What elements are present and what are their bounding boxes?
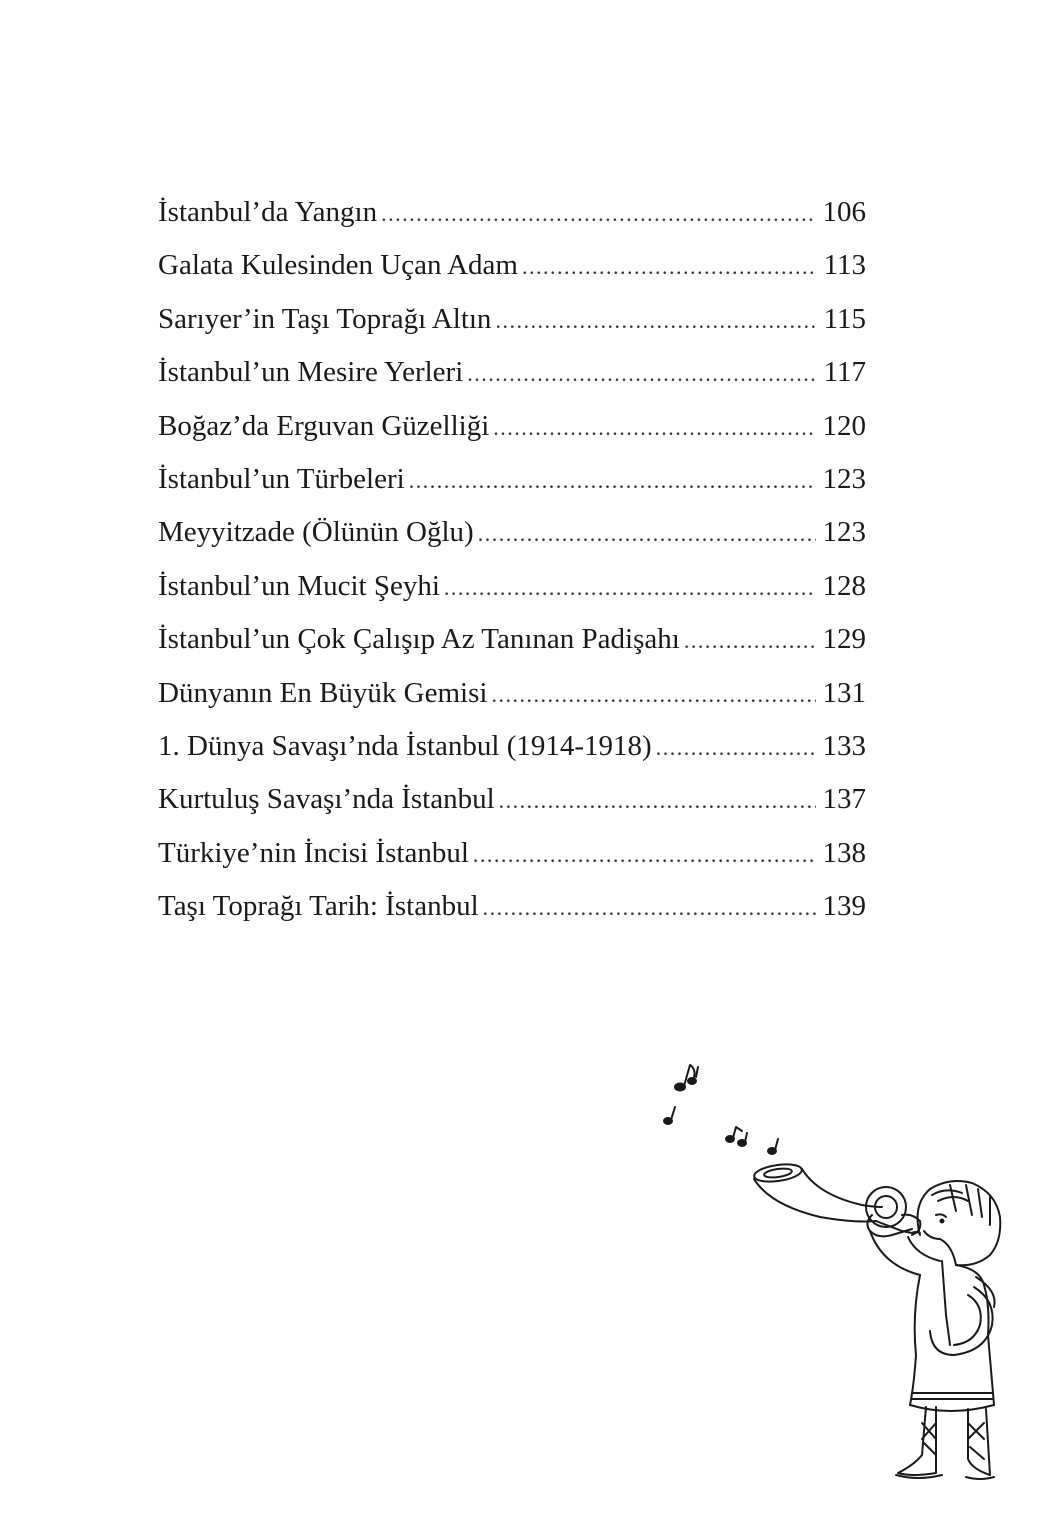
music-notes-icon (664, 1065, 778, 1154)
toc-entry-title: İstanbul’un Mucit Şeyhi (158, 569, 440, 602)
toc-leader-dots (483, 881, 816, 934)
toc-entry-page: 106 (822, 196, 866, 228)
toc-entry-title: Taşı Toprağı Tarih: İstanbul (158, 890, 479, 923)
toc-entry-page: 123 (822, 462, 866, 495)
child-arms-icon (867, 1215, 940, 1275)
toc-entry-title: Galata Kulesinden Uçan Adam (158, 249, 518, 282)
toc-entry-title: Kurtuluş Savaşı’nda İstanbul (158, 783, 495, 816)
toc-entry[interactable] (158, 613, 866, 666)
toc-entry[interactable] (158, 239, 866, 292)
toc-leader-dots (381, 187, 816, 240)
toc-entry-page: 123 (822, 516, 866, 549)
toc-entry-title: Meyyitzade (Ölünün Oğlu) (158, 516, 474, 549)
toc-entry[interactable] (158, 346, 866, 399)
toc-leader-dots (467, 347, 816, 400)
toc-entry[interactable] (158, 880, 866, 933)
child-tunic-icon (910, 1261, 995, 1411)
toc-entry[interactable] (158, 506, 866, 559)
toc-leader-dots (493, 401, 816, 454)
toc-entry-page: 115 (823, 302, 866, 335)
toc-leader-dots (499, 774, 816, 827)
toc-entry-page: 138 (822, 836, 866, 869)
toc-entry-page: 113 (823, 249, 866, 282)
toc-entry-page: 131 (822, 676, 866, 709)
toc-entry-page: 117 (823, 356, 866, 389)
toc-leader-dots (495, 294, 816, 347)
toc-leader-dots (522, 240, 816, 293)
toc-entry[interactable] (158, 773, 866, 826)
toc-entry-title: İstanbul’un Türbeleri (158, 462, 405, 495)
toc-entry[interactable] (158, 453, 866, 506)
toc-entry[interactable] (158, 400, 866, 453)
child-legs-icon (896, 1407, 994, 1479)
toc-entry[interactable] (158, 560, 866, 613)
toc-entry[interactable] (158, 827, 866, 880)
toc-entry-title: 1. Dünya Savaşı’nda İstanbul (1914-1918) (158, 729, 652, 762)
toc-entry-page: 133 (822, 729, 866, 762)
toc-leader-dots (473, 828, 816, 881)
table-of-contents (158, 186, 866, 933)
child-head-icon (912, 1181, 1000, 1265)
toc-leader-dots (656, 721, 816, 774)
toc-entry-title: İstanbul’un Mesire Yerleri (158, 356, 464, 389)
horn-icon (753, 1162, 912, 1233)
toc-leader-dots (409, 454, 816, 507)
child-blowing-horn-illustration (650, 1055, 1010, 1495)
toc-entry-title: Sarıyer’in Taşı Toprağı Altın (158, 302, 492, 335)
toc-entry[interactable] (158, 293, 866, 346)
toc-entry[interactable] (158, 186, 866, 239)
toc-leader-dots (478, 507, 816, 560)
toc-entry-title: Boğaz’da Erguvan Güzelliği (158, 409, 490, 442)
toc-leader-dots (491, 668, 816, 721)
toc-entry-page: 128 (822, 569, 866, 602)
toc-leader-dots (684, 614, 816, 667)
toc-entry[interactable] (158, 667, 866, 720)
toc-entry-title: Türkiye’nin İncisi İstanbul (158, 836, 469, 869)
toc-entry-page: 137 (822, 783, 866, 816)
toc-entry-page: 139 (822, 890, 866, 923)
toc-leader-dots (444, 561, 816, 614)
toc-entry-page: 129 (822, 623, 866, 656)
toc-entry-title: İstanbul’un Çok Çalışıp Az Tanınan Padişahı (158, 623, 680, 656)
toc-entry-title: İstanbul’da Yangın (158, 196, 378, 228)
toc-entry-page: 120 (822, 409, 866, 442)
toc-entry-title: Dünyanın En Büyük Gemisi (158, 676, 488, 709)
toc-entry[interactable] (158, 720, 866, 773)
